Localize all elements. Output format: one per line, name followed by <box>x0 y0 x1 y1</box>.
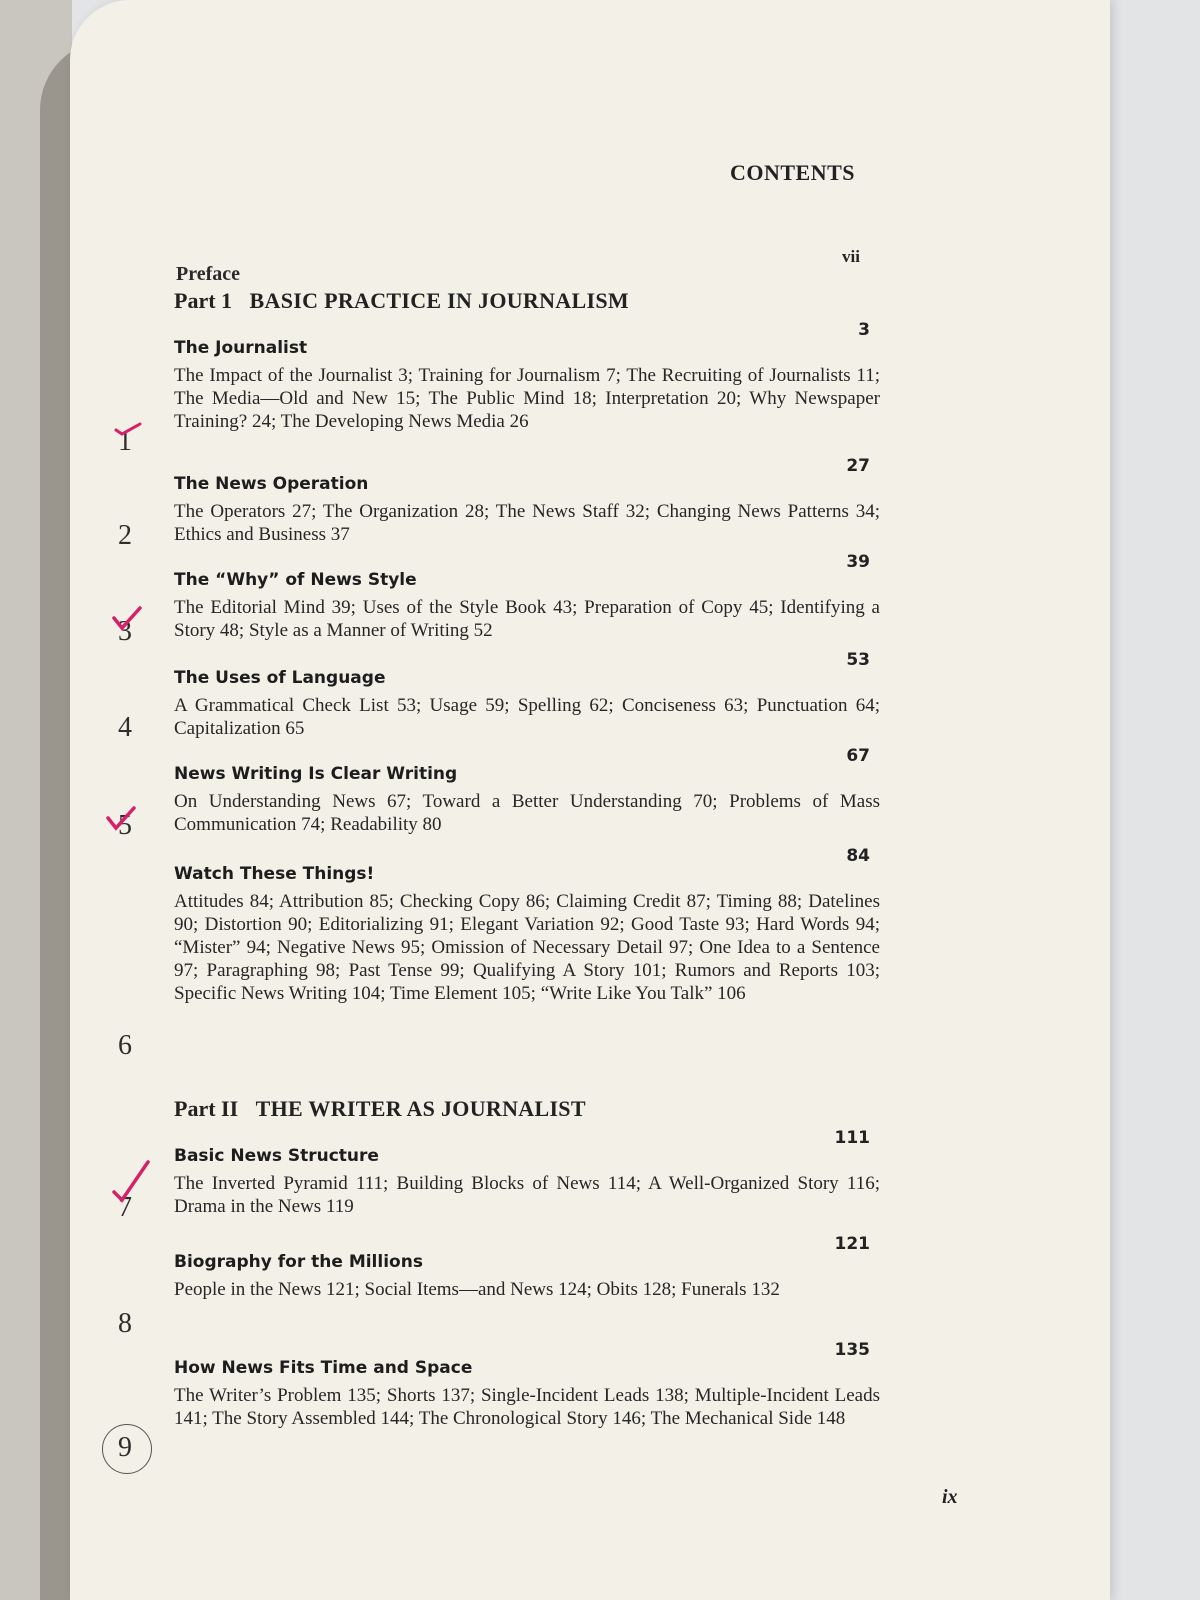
chapter-title: How News Fits Time and Space <box>174 1358 473 1378</box>
chapter-title: Biography for the Millions <box>174 1252 423 1272</box>
part-title: BASIC PRACTICE IN JOURNALISM <box>249 288 629 313</box>
chapter-title: Basic News Structure <box>174 1146 379 1166</box>
chapter-entry-4 <box>170 650 910 740</box>
chapter-entry-9 <box>170 1340 910 1430</box>
chapter-page: 27 <box>846 456 870 476</box>
chapter-topics: The Writer’s Problem 135; Shorts 137; Single-Incident Leads 138; Multiple-Incident Leads 141; The Story Assembled 144; The Chronological Story 146; The Mechanical Side 148 <box>174 1385 880 1429</box>
chapter-topics: A Grammatical Check List 53; Usage 59; Spelling 62; Conciseness 63; Punctuation 64; Capitalization 65 <box>174 695 880 739</box>
part-title: THE WRITER AS JOURNALIST <box>255 1096 586 1121</box>
chapter-entry-7 <box>170 1128 910 1218</box>
page-number: ix <box>942 1486 958 1508</box>
chapter-number-9: 9 <box>118 1432 132 1463</box>
pen-circle-mark <box>102 1424 152 1474</box>
chapter-entry-5 <box>170 746 910 836</box>
chapter-topics: The Operators 27; The Organization 28; The News Staff 32; Changing News Patterns 34; Ethics and Business 37 <box>174 501 880 545</box>
pen-check-mark-3 <box>110 604 144 634</box>
chapter-number-2: 2 <box>118 520 132 551</box>
chapter-entry-2 <box>170 456 910 546</box>
pen-check-mark-1 <box>112 422 146 452</box>
preface-label: Preface <box>176 263 241 285</box>
chapter-title: The “Why” of News Style <box>174 570 417 590</box>
pen-check-mark-5 <box>104 804 138 834</box>
chapter-number-7: 7 <box>118 1192 132 1223</box>
preface-page-number: vii <box>842 247 860 266</box>
chapter-page: 84 <box>846 846 870 866</box>
chapter-number-5: 5 <box>118 810 132 841</box>
chapter-title: The Uses of Language <box>174 668 386 688</box>
chapter-page: 3 <box>858 320 870 340</box>
chapter-number-3: 3 <box>118 616 132 647</box>
chapter-title: The Journalist <box>174 338 308 358</box>
page-title: CONTENTS <box>730 160 856 185</box>
chapter-topics: On Understanding News 67; Toward a Better Understanding 70; Problems of Mass Communication 74; Readability 80 <box>174 791 880 835</box>
part-heading-1 <box>174 288 629 314</box>
part-label: Part 1 <box>174 288 233 313</box>
chapter-number-1: 1 <box>118 426 132 457</box>
chapter-topics: Attitudes 84; Attribution 85; Checking Copy 86; Claiming Credit 87; Timing 88; Datelines 90; Distortion 90; Editorializing 91; Elegant Variation 92; Good Taste 93; Hard Words 94; “Mister” 94; Negative News 95; Omission of Necessary Detail 97; One Idea to a Sentence 97; Paragraphing 98; Past Tense 99; Qualifying A Story 101; Rumors and Reports 103; Specific News Writing 104; Time Element 105; “Write Like You Talk” 106 <box>174 891 880 1004</box>
chapter-title: News Writing Is Clear Writing <box>174 764 458 784</box>
chapter-title: Watch These Things! <box>174 864 375 884</box>
part-heading-2 <box>174 1096 586 1122</box>
chapter-page: 135 <box>834 1340 870 1360</box>
chapter-number-8: 8 <box>118 1308 132 1339</box>
chapter-entry-1 <box>170 320 910 433</box>
chapter-page: 53 <box>846 650 870 670</box>
chapter-page: 67 <box>846 746 870 766</box>
chapter-page: 39 <box>846 552 870 572</box>
chapter-topics: People in the News 121; Social Items—and News 124; Obits 128; Funerals 132 <box>174 1279 780 1300</box>
chapter-entry-6 <box>170 846 910 1005</box>
chapter-page: 121 <box>834 1234 870 1254</box>
chapter-number-6: 6 <box>118 1030 132 1061</box>
chapter-topics: The Impact of the Journalist 3; Training for Journalism 7; The Recruiting of Journalists 11; The Media—Old and New 15; The Public Mind 18; Interpretation 20; Why Newspaper Training? 24; The Developing News Media 26 <box>174 365 880 432</box>
chapter-number-4: 4 <box>118 712 132 743</box>
part-label: Part II <box>174 1096 239 1121</box>
pen-check-mark-7 <box>110 1158 154 1206</box>
chapter-entry-3 <box>170 552 910 642</box>
chapter-topics: The Inverted Pyramid 111; Building Blocks of News 114; A Well-Organized Story 116; Drama in the News 119 <box>174 1173 880 1217</box>
chapter-page: 111 <box>834 1128 870 1148</box>
chapter-title: The News Operation <box>174 474 369 494</box>
chapter-entry-8 <box>170 1234 910 1301</box>
chapter-topics: The Editorial Mind 39; Uses of the Style Book 43; Preparation of Copy 45; Identifying a Story 48; Style as a Manner of Writing 52 <box>174 597 880 641</box>
